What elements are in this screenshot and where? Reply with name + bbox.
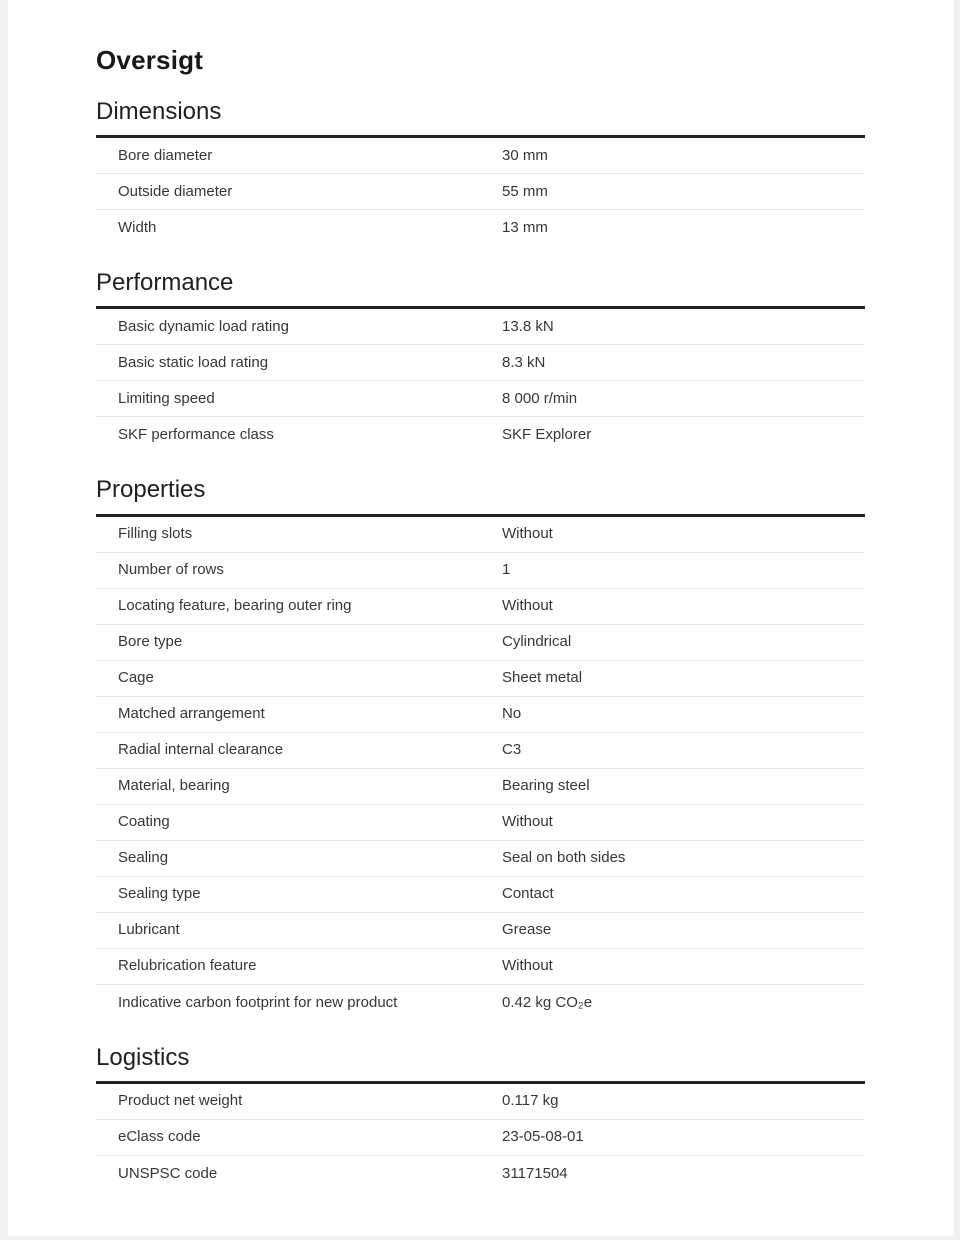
- row-value: 23-05-08-01: [502, 1128, 584, 1146]
- table-row: [96, 1156, 865, 1192]
- row-value: Bearing steel: [502, 777, 590, 795]
- row-label: Lubricant: [118, 921, 180, 939]
- row-value: Contact: [502, 885, 554, 903]
- table-row: [96, 877, 865, 913]
- row-value: Sheet metal: [502, 669, 583, 687]
- table-row: [96, 625, 865, 661]
- row-value: 0.42 kg CO₂e: [502, 993, 593, 1011]
- row-label: Indicative carbon footprint for new product: [118, 993, 398, 1011]
- row-label: Width: [118, 219, 157, 237]
- row-label: Bore type: [118, 633, 183, 651]
- row-value: Seal on both sides: [502, 849, 626, 867]
- table-row: [96, 1084, 865, 1120]
- row-label: UNSPSC code: [118, 1164, 218, 1182]
- row-value: Without: [502, 813, 553, 831]
- row-label: Sealing type: [118, 885, 201, 903]
- section-heading: Dimensions: [96, 98, 222, 126]
- table-row: [96, 589, 865, 625]
- row-value: 55 mm: [502, 182, 548, 200]
- content-card: [8, 0, 954, 1236]
- row-value: 0.117 kg: [502, 1092, 559, 1110]
- row-label: Sealing: [118, 849, 169, 867]
- row-label: Filling slots: [118, 525, 193, 543]
- row-label: Coating: [118, 813, 170, 831]
- table-row: [96, 309, 865, 345]
- table-row: [96, 805, 865, 841]
- row-label: SKF performance class: [118, 426, 274, 444]
- spec-table: [96, 309, 865, 453]
- table-row: [96, 138, 865, 174]
- section-heading: Performance: [96, 269, 234, 297]
- row-label: Product net weight: [118, 1092, 243, 1110]
- row-value: C3: [502, 741, 522, 759]
- table-row: [96, 210, 865, 246]
- row-label: Relubrication feature: [118, 957, 257, 975]
- section-properties: [96, 474, 865, 1020]
- section-dimensions: [96, 96, 865, 246]
- row-value: 8.3 kN: [502, 353, 546, 371]
- row-value: 13.8 kN: [502, 317, 554, 335]
- table-row: [96, 733, 865, 769]
- section-logistics: [96, 1042, 865, 1192]
- section-performance: [96, 267, 865, 453]
- row-value: Cylindrical: [502, 633, 572, 651]
- row-label: Number of rows: [118, 561, 224, 579]
- section-heading: Properties: [96, 476, 206, 504]
- row-value: 8 000 r/min: [502, 389, 578, 407]
- row-value: SKF Explorer: [502, 426, 592, 444]
- row-value: Without: [502, 597, 553, 615]
- table-row: [96, 769, 865, 805]
- section-heading: Logistics: [96, 1043, 190, 1071]
- table-row: [96, 949, 865, 985]
- table-row: [96, 985, 865, 1021]
- spec-table: [96, 517, 865, 1021]
- row-value: Without: [502, 525, 553, 543]
- table-row: [96, 1120, 865, 1156]
- spec-table: [96, 138, 865, 246]
- row-label: eClass code: [118, 1128, 201, 1146]
- table-row: [96, 345, 865, 381]
- row-label: Material, bearing: [118, 777, 230, 795]
- row-label: Radial internal clearance: [118, 741, 284, 759]
- table-row: [96, 913, 865, 949]
- table-row: [96, 517, 865, 553]
- row-label: Basic static load rating: [118, 353, 269, 371]
- page-title: Oversigt: [96, 45, 204, 75]
- row-value: 31171504: [502, 1164, 568, 1182]
- row-label: Matched arrangement: [118, 705, 265, 723]
- row-value: 13 mm: [502, 219, 548, 237]
- table-row: [96, 661, 865, 697]
- table-row: [96, 841, 865, 877]
- sections: [96, 96, 865, 1192]
- table-row: [96, 174, 865, 210]
- row-value: 1: [502, 561, 511, 579]
- row-value: No: [502, 705, 522, 723]
- table-row: [96, 697, 865, 733]
- row-label: Cage: [118, 669, 154, 687]
- row-value: Without: [502, 957, 553, 975]
- spec-table: [96, 1084, 865, 1192]
- row-label: Outside diameter: [118, 182, 233, 200]
- table-row: [96, 553, 865, 589]
- table-row: [96, 417, 865, 453]
- product-spec-content: [8, 0, 954, 1240]
- row-value: 30 mm: [502, 146, 548, 164]
- row-label: Limiting speed: [118, 389, 215, 407]
- row-label: Locating feature, bearing outer ring: [118, 597, 352, 615]
- row-label: Basic dynamic load rating: [118, 317, 289, 335]
- row-label: Bore diameter: [118, 146, 213, 164]
- row-value: Grease: [502, 921, 552, 939]
- table-row: [96, 381, 865, 417]
